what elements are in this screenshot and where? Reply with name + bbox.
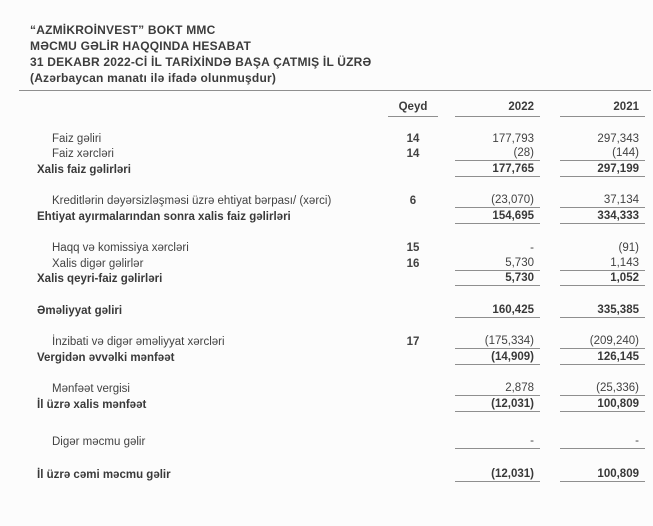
value-2022-cell: (12,031) <box>455 467 540 482</box>
table-row-haqq-ve-komissiya <box>30 240 645 256</box>
value-2022-cell: - <box>530 242 534 254</box>
value-2022-cell: (23,070) <box>455 193 540 208</box>
table-row-faiz-xercleri <box>30 146 645 162</box>
company-name: “AZMİKROİNVEST” BOKT MMC <box>30 23 216 37</box>
value-2021-cell: 334,333 <box>560 209 645 224</box>
year-2021-header: 2021 <box>560 100 645 117</box>
row-label: Vergidən əvvəlki mənfəət <box>37 351 175 364</box>
table-row-xalis-diger-gelirler <box>30 255 645 271</box>
table-row-vergiden-evvelki-menfeet <box>30 349 645 365</box>
row-label: Kreditlərin dəyərsizləşməsi üzrə ehtiyat bərpası/ (xərci) <box>52 195 332 207</box>
value-2022-cell: (28) <box>455 146 540 161</box>
value-2021-cell: 126,145 <box>560 350 645 365</box>
table-row-inzibati-xercler <box>30 334 645 350</box>
value-2022-cell: 154,695 <box>455 209 540 224</box>
value-2021-cell: 335,385 <box>560 303 645 318</box>
table-row-faiz-geliri <box>30 130 645 146</box>
value-2021-cell: 100,809 <box>560 397 645 412</box>
note-cell: 17 <box>406 336 420 348</box>
value-2021-cell: (91) <box>618 242 639 254</box>
table-row-il-uzre-xalis-menfeet <box>30 396 645 412</box>
row-label: İl üzrə xalis mənfəət <box>37 398 147 411</box>
table-header-row <box>30 100 645 117</box>
table-row-ehtiyat-ayirmalarindan-sonra <box>30 208 645 224</box>
row-label: Xalis faiz gəlirləri <box>37 163 131 176</box>
value-2021-cell: (25,336) <box>560 381 645 396</box>
row-label: Mənfəət vergisi <box>52 383 130 395</box>
note-cell: 14 <box>406 148 420 160</box>
table-row-il-uzre-cemi-mecmu-gelir <box>30 466 645 482</box>
table-row-diger-mecmu-gelir <box>30 434 645 450</box>
report-title: MƏCMU GƏLİR HAQQINDA HESABAT <box>30 39 252 53</box>
row-label: İnzibati və digər əməliyyat xərcləri <box>52 336 225 348</box>
value-2021-cell: 100,809 <box>560 467 645 482</box>
value-2021-cell: 1,143 <box>560 256 645 271</box>
row-label: Ehtiyat ayırmalarından sonra xalis faiz gəlirləri <box>37 210 291 223</box>
value-2021-cell: (209,240) <box>560 334 645 349</box>
value-2022-cell: 5,730 <box>455 271 540 286</box>
value-2022-cell: (175,334) <box>455 334 540 349</box>
table-row-xalis-qeyri-faiz <box>30 271 645 287</box>
value-2022-cell: 2,878 <box>455 381 540 396</box>
value-2022-cell: 5,730 <box>455 256 540 271</box>
value-2021-cell: - <box>560 434 645 449</box>
row-label: Xalis digər gəlirlər <box>52 257 144 270</box>
currency-note: (Azərbaycan manatı ilə ifadə olunmuşdur) <box>30 71 277 85</box>
row-label: Haqq və komissiya xərcləri <box>52 242 189 254</box>
value-2022-cell: (12,031) <box>455 397 540 412</box>
note-cell: 14 <box>406 132 420 145</box>
row-label: Faiz xərcləri <box>52 148 114 160</box>
value-2022-cell: (14,909) <box>455 350 540 365</box>
value-2022-cell: 177,793 <box>492 132 534 145</box>
row-label: Digər məcmu gəlir <box>52 436 146 448</box>
year-2022-header: 2022 <box>455 100 540 117</box>
value-2021-cell: (144) <box>560 146 645 161</box>
table-row-emeliyyat-geliri <box>30 302 645 318</box>
note-cell: 16 <box>406 257 420 270</box>
value-2021-cell: 297,199 <box>560 162 645 177</box>
value-2021-cell: 1,052 <box>560 271 645 286</box>
table-row-xalis-faiz-gelirleri <box>30 161 645 177</box>
table-row-menfeet-vergisi <box>30 381 645 397</box>
row-label: Xalis qeyri-faiz gəlirləri <box>37 273 163 285</box>
row-label: İl üzrə cəmi məcmu gəlir <box>37 468 171 481</box>
table-row-kreditlerin-deyersizlesmesi <box>30 193 645 209</box>
header-rule <box>19 90 651 91</box>
period-line: 31 DEKABR 2022-Cİ İL TARİXİNDƏ BAŞA ÇATMIŞ İL ÜZRƏ <box>30 55 372 69</box>
value-2022-cell: 160,425 <box>455 303 540 318</box>
note-cell: 15 <box>406 242 420 254</box>
row-label: Faiz gəliri <box>52 132 102 145</box>
value-2022-cell: - <box>455 434 540 449</box>
row-label: Əməliyyat gəliri <box>37 304 123 317</box>
value-2022-cell: 177,765 <box>455 162 540 177</box>
note-column-header: Qeyd <box>388 100 438 117</box>
note-cell: 6 <box>409 195 417 207</box>
value-2021-cell: 37,134 <box>560 193 645 208</box>
value-2021-cell: 297,343 <box>597 132 639 145</box>
